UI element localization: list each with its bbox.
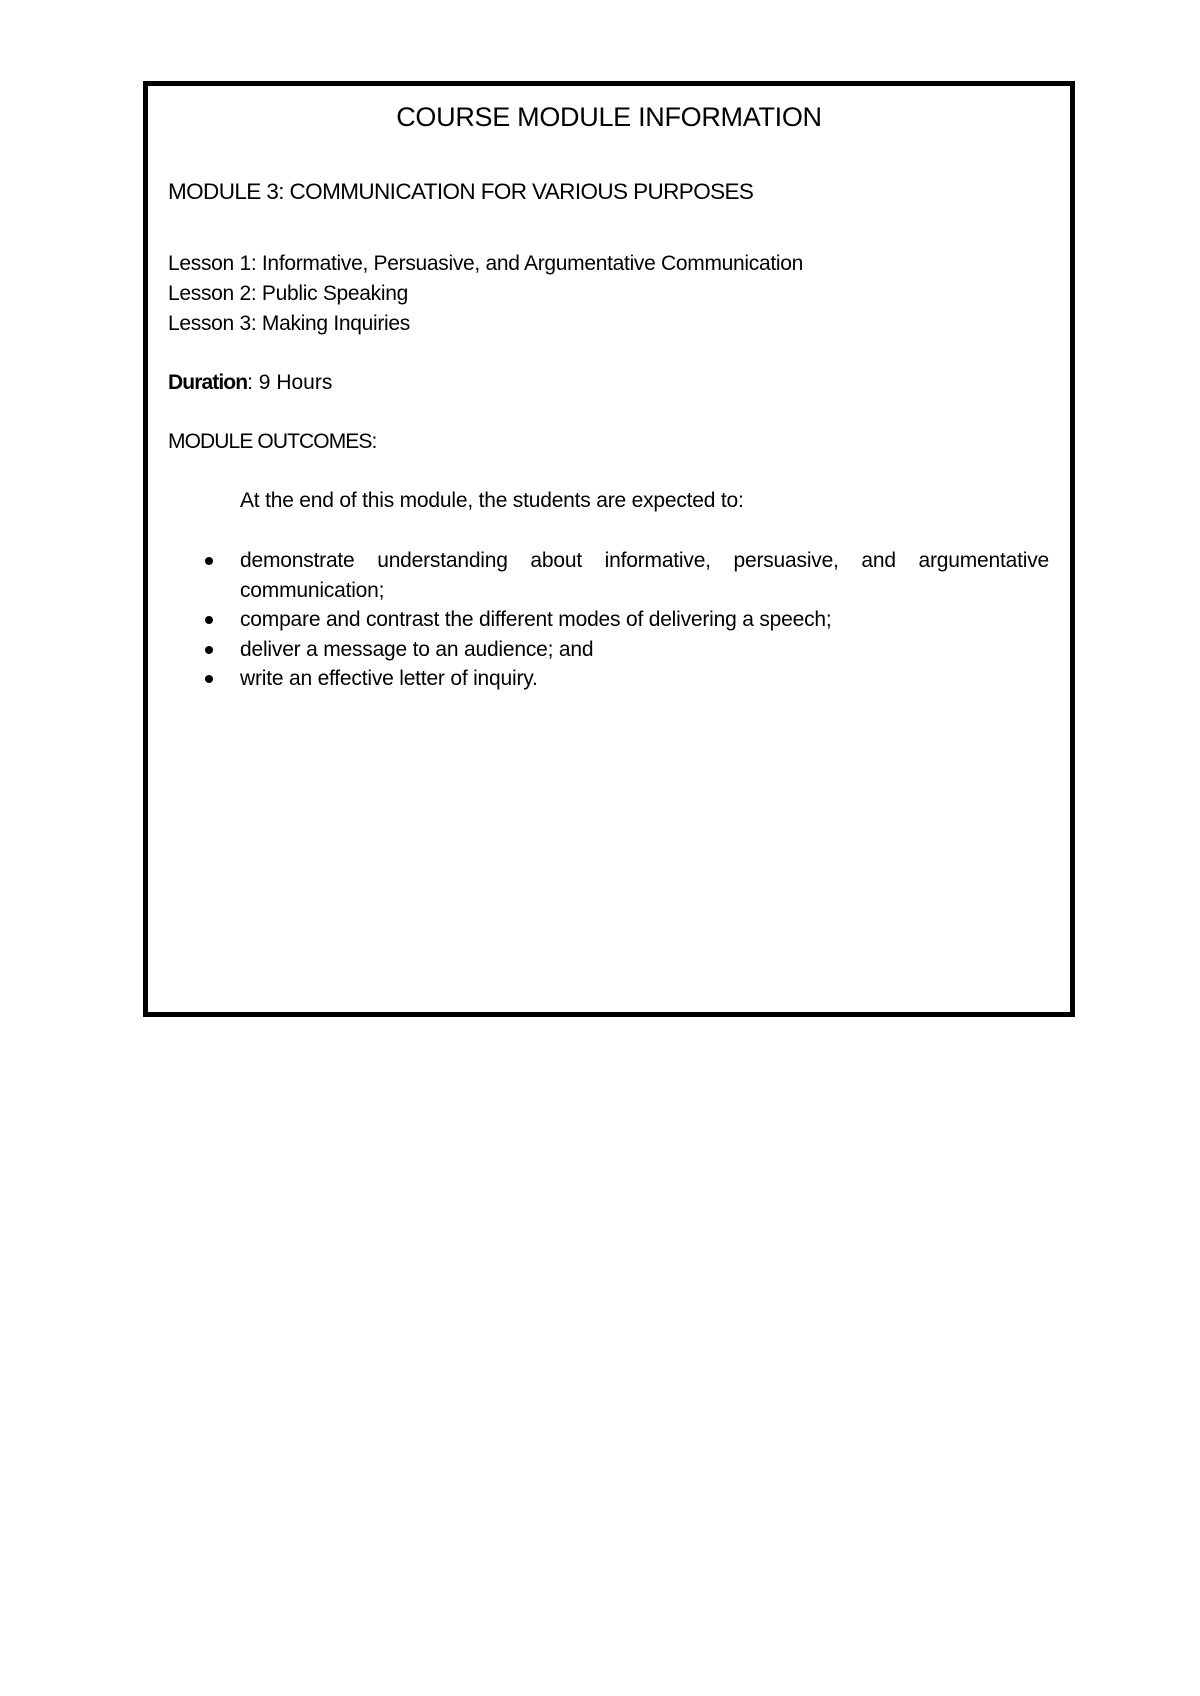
- lesson-list: [168, 249, 803, 339]
- bullet-icon: [205, 616, 213, 624]
- outcome-item: [240, 605, 1049, 635]
- duration-value: : 9 Hours: [247, 371, 333, 394]
- outcome-text: compare and contrast the different modes of delivering a speech;: [240, 608, 832, 631]
- outcome-text: write an effective letter of inquiry.: [240, 667, 538, 690]
- lesson-item: Lesson 3: Making Inquiries: [168, 312, 411, 335]
- outcome-item: [240, 635, 1049, 665]
- module-heading: MODULE 3: COMMUNICATION FOR VARIOUS PURPOSES: [168, 179, 754, 204]
- bullet-icon: [205, 646, 213, 654]
- bullet-icon: [205, 675, 213, 683]
- outcome-item: [240, 546, 1049, 605]
- outcomes-heading: MODULE OUTCOMES:: [168, 430, 377, 453]
- lesson-item: Lesson 2: Public Speaking: [168, 282, 408, 305]
- outcome-item: [240, 664, 1049, 694]
- course-module-info-box: [143, 81, 1075, 1017]
- outcome-text: demonstrate understanding about informative, persuasive, and argumentative communication;: [240, 549, 1049, 602]
- lesson-item: Lesson 1: Informative, Persuasive, and Argumentative Communication: [168, 252, 804, 275]
- box-title: COURSE MODULE INFORMATION: [396, 102, 822, 132]
- duration-label: Duration: [168, 371, 248, 394]
- outcomes-intro: At the end of this module, the students are expected to:: [240, 489, 744, 512]
- outcomes-list: [240, 546, 1049, 694]
- outcome-text: deliver a message to an audience; and: [240, 637, 594, 661]
- bullet-icon: [205, 557, 213, 565]
- duration-line: [168, 368, 332, 398]
